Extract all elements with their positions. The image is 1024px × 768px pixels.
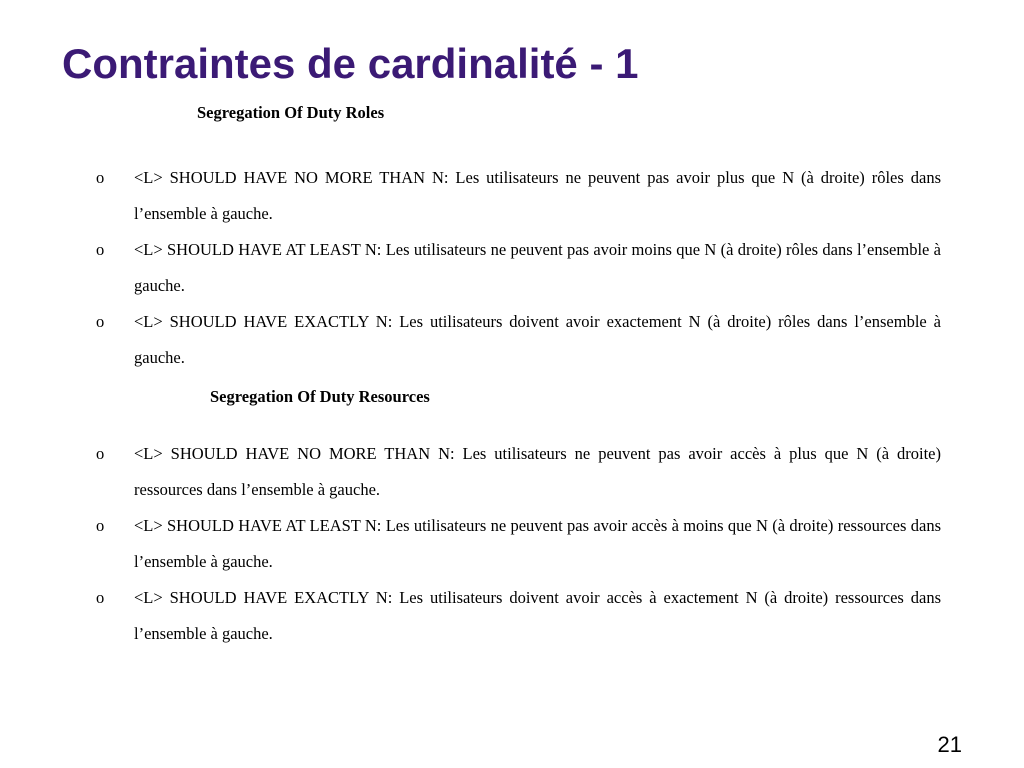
bullet-marker: o <box>96 168 105 187</box>
bullet-item <box>96 160 941 232</box>
page-number: 21 <box>937 732 962 757</box>
section-heading-roles: Segregation Of Duty Roles <box>197 103 385 122</box>
bullet-item <box>96 304 941 376</box>
section-heading-resources: Segregation Of Duty Resources <box>210 387 430 406</box>
bullet-item <box>96 580 941 652</box>
slide-title: Contraintes de cardinalité - 1 <box>62 40 639 87</box>
bullet-text: <L> SHOULD HAVE NO MORE THAN N: Les utilisateurs ne peuvent pas avoir plus que N (à droite) rôles dans l’ensemble à gauche. <box>134 168 941 223</box>
resources-bullet-list <box>96 436 941 652</box>
bullet-marker: o <box>96 240 105 259</box>
bullet-text: <L> SHOULD HAVE AT LEAST N: Les utilisateurs ne peuvent pas avoir accès à moins que N (à droite) ressources dans l’ensemble à gauche. <box>134 516 941 571</box>
bullet-item <box>96 508 941 580</box>
bullet-marker: o <box>96 516 105 535</box>
bullet-text: <L> SHOULD HAVE EXACTLY N: Les utilisateurs doivent avoir exactement N (à droite) rôles dans l’ensemble à gauche. <box>134 312 941 367</box>
bullet-item <box>96 232 941 304</box>
bullet-text: <L> SHOULD HAVE EXACTLY N: Les utilisateurs doivent avoir accès à exactement N (à droite) ressources dans l’ensemble à gauche. <box>134 588 941 643</box>
bullet-text: <L> SHOULD HAVE AT LEAST N: Les utilisateurs ne peuvent pas avoir moins que N (à droite) rôles dans l’ensemble à gauche. <box>134 240 941 295</box>
bullet-item <box>96 436 941 508</box>
roles-bullet-list <box>96 160 941 376</box>
bullet-marker: o <box>96 312 105 331</box>
bullet-marker: o <box>96 588 105 607</box>
bullet-marker: o <box>96 444 105 463</box>
bullet-text: <L> SHOULD HAVE NO MORE THAN N: Les utilisateurs ne peuvent pas avoir accès à plus que N (à droite) ressources dans l’ensemble à gauche. <box>134 444 941 499</box>
